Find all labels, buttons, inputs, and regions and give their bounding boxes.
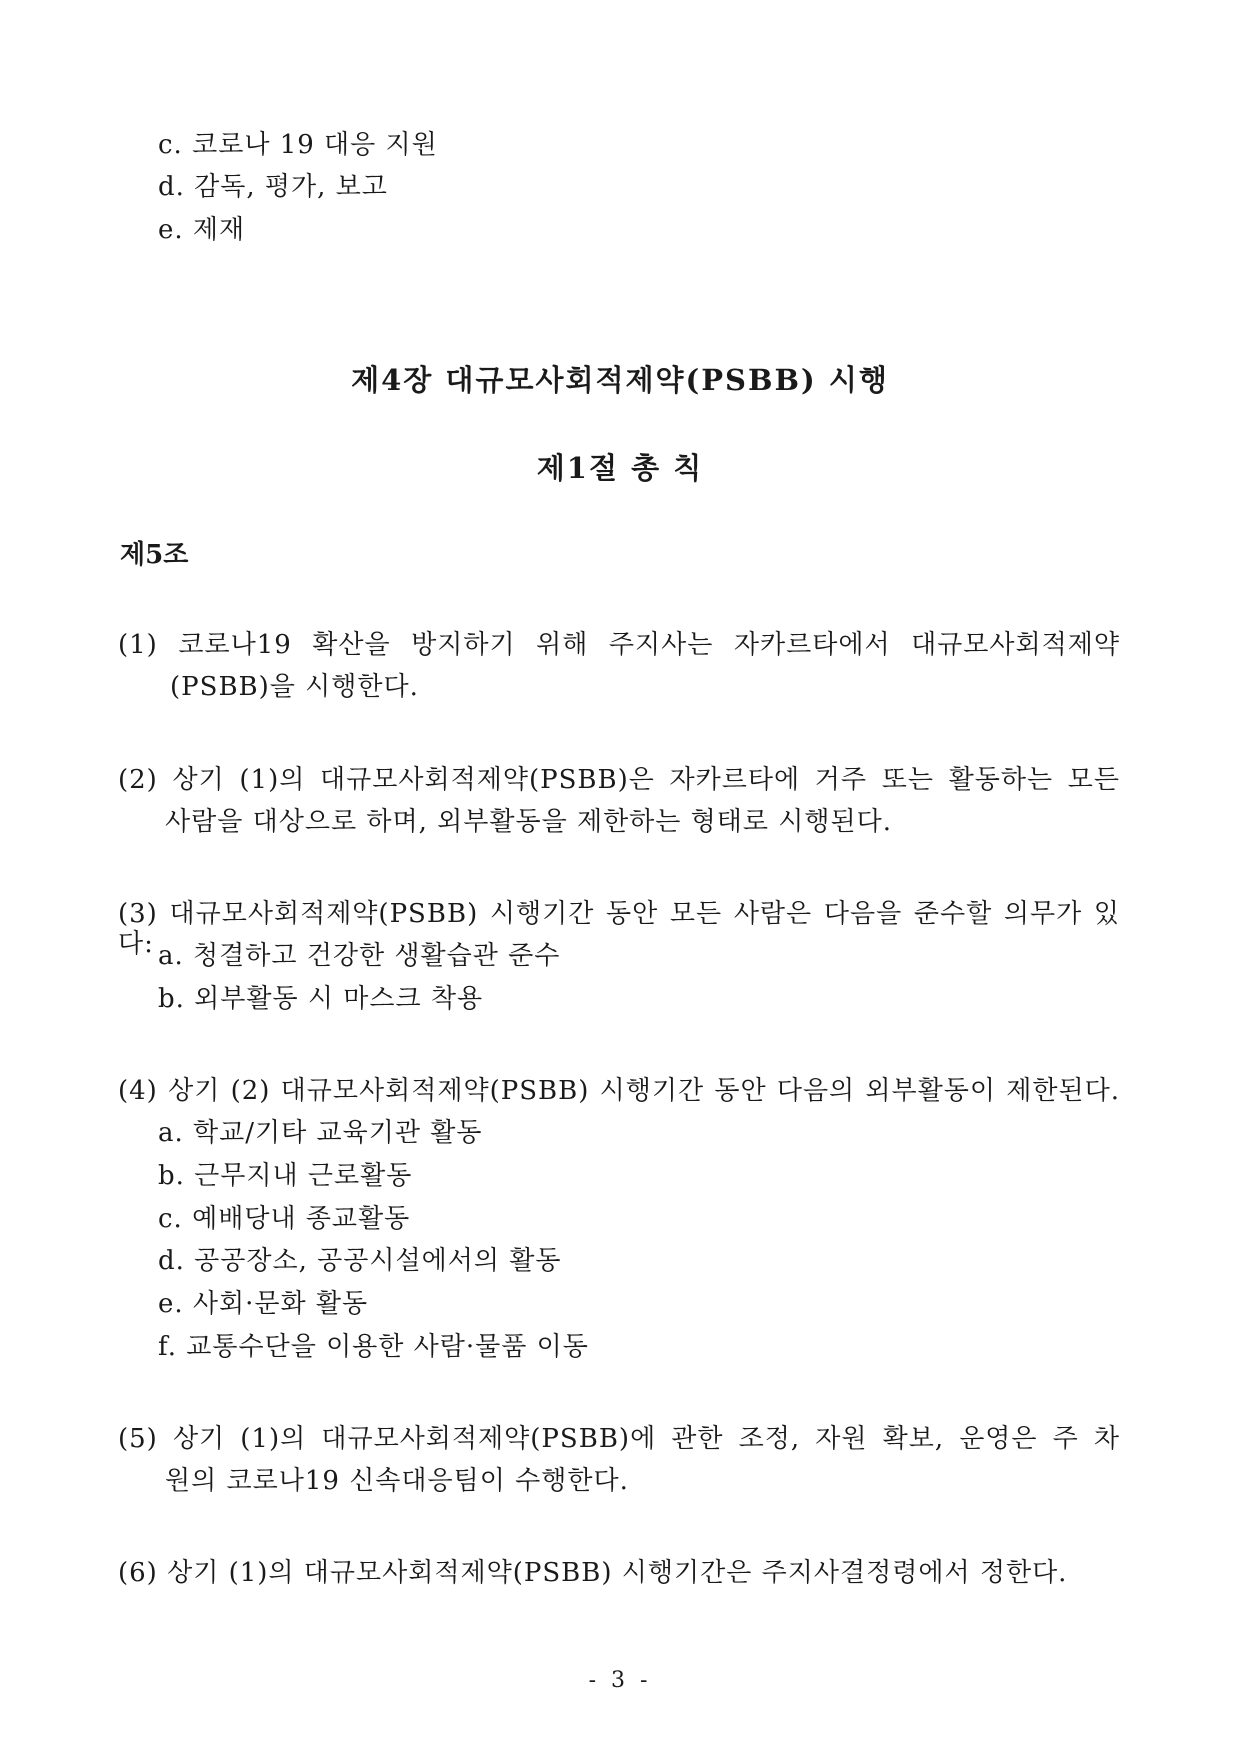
paragraph-3-line-1: (3) 대규모사회적제약(PSBB) 시행기간 동안 모든 사람은 다음을 준수할 의무가 있다: xyxy=(118,899,1120,959)
list-item: f. 교통수단을 이용한 사람·물품 이동 xyxy=(158,1332,589,1362)
paragraph-6-line-1: (6) 상기 (1)의 대규모사회적제약(PSBB) 시행기간은 주지사결정령에서 정한다. xyxy=(118,1558,1068,1588)
list-item: b. 외부활동 시 마스크 착용 xyxy=(158,984,484,1014)
article-title: 제5조 xyxy=(120,540,189,570)
list-item: b. 근무지내 근로활동 xyxy=(158,1161,413,1191)
page-number: - 3 - xyxy=(588,1668,652,1693)
list-item: a. 학교/기타 교육기관 활동 xyxy=(158,1118,483,1148)
list-item: c. 예배당내 종교활동 xyxy=(158,1204,411,1234)
paragraph-1-line-1: (1) 코로나19 확산을 방지하기 위해 주지사는 자카르타에서 대규모사회적제약 xyxy=(118,630,1120,660)
paragraph-4-line-1: (4) 상기 (2) 대규모사회적제약(PSBB) 시행기간 동안 다음의 외부활동이 제한된다. xyxy=(118,1076,1120,1106)
list-item: d. 감독, 평가, 보고 xyxy=(158,172,388,202)
paragraph-2-line-2: 사람을 대상으로 하며, 외부활동을 제한하는 형태로 시행된다. xyxy=(165,807,893,837)
list-item: d. 공공장소, 공공시설에서의 활동 xyxy=(158,1246,562,1276)
list-item: e. 사회·문화 활동 xyxy=(158,1289,369,1319)
list-item: c. 코로나 19 대응 지원 xyxy=(158,130,438,160)
list-item: a. 청결하고 건강한 생활습관 준수 xyxy=(158,941,561,971)
list-item: e. 제재 xyxy=(158,215,246,245)
chapter-title: 제4장 대규모사회적제약(PSBB) 시행 xyxy=(351,363,889,397)
paragraph-2-line-1: (2) 상기 (1)의 대규모사회적제약(PSBB)은 자카르타에 거주 또는 활동하는 모든 xyxy=(118,765,1120,795)
paragraph-1-line-2: (PSBB)을 시행한다. xyxy=(170,672,419,702)
paragraph-5-line-2: 원의 코로나19 신속대응팀이 수행한다. xyxy=(165,1466,629,1496)
paragraph-5-line-1: (5) 상기 (1)의 대규모사회적제약(PSBB)에 관한 조정, 자원 확보, 운영은 주 차 xyxy=(118,1424,1120,1454)
section-title: 제1절 총 칙 xyxy=(536,451,704,485)
